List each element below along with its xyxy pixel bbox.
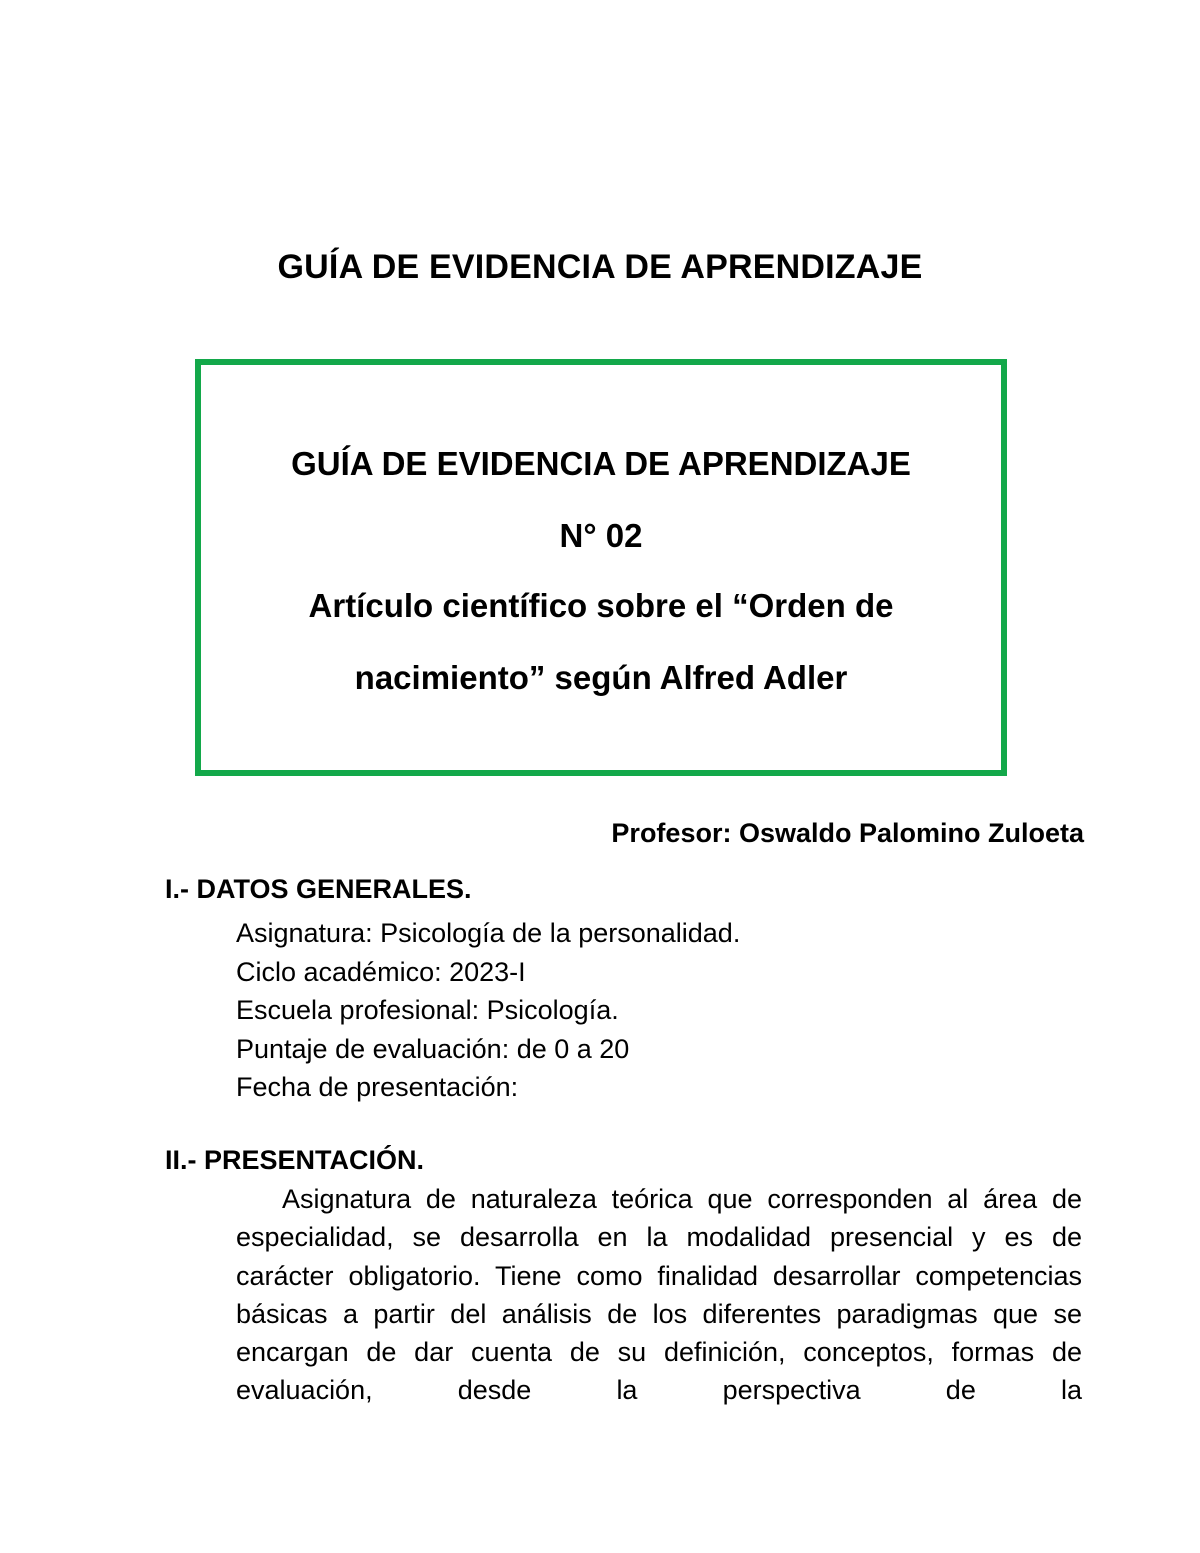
list-item: Escuela profesional: Psicología. bbox=[236, 995, 619, 1025]
presentation-paragraph: Asignatura de naturaleza teórica que corresponden al área de especialidad, se desarrolla en la modalidad presencial y es de carácter obligatorio. Tiene como finalidad desarrollar competencias básicas a partir del análisis de los diferentes paradigmas que se encargan de dar cuenta de su definición, conceptos, formas de evaluación, desde la perspectiva de la bbox=[236, 1184, 1082, 1406]
list-item: Fecha de presentación: bbox=[236, 1072, 519, 1102]
professor-name: Profesor: Oswaldo Palomino Zuloeta bbox=[611, 818, 1084, 848]
box-subtitle-line-1: Artículo científico sobre el “Orden de bbox=[308, 587, 894, 624]
box-title: GUÍA DE EVIDENCIA DE APRENDIZAJE bbox=[291, 445, 911, 482]
list-item: Puntaje de evaluación: de 0 a 20 bbox=[236, 1033, 630, 1064]
list-item: Asignatura: Psicología de la personalidad. bbox=[236, 918, 741, 948]
list-item: Ciclo académico: 2023-I bbox=[236, 956, 526, 987]
section-heading-datos-generales: I.- DATOS GENERALES. bbox=[165, 874, 472, 904]
page-title: GUÍA DE EVIDENCIA DE APRENDIZAJE bbox=[277, 248, 923, 286]
general-data-list bbox=[236, 914, 740, 1107]
box-subtitle-line-2: nacimiento” según Alfred Adler bbox=[354, 659, 848, 696]
section-heading-presentacion: II.- PRESENTACIÓN. bbox=[165, 1145, 425, 1175]
box-number: N° 02 bbox=[559, 517, 643, 554]
title-box bbox=[195, 359, 1007, 776]
